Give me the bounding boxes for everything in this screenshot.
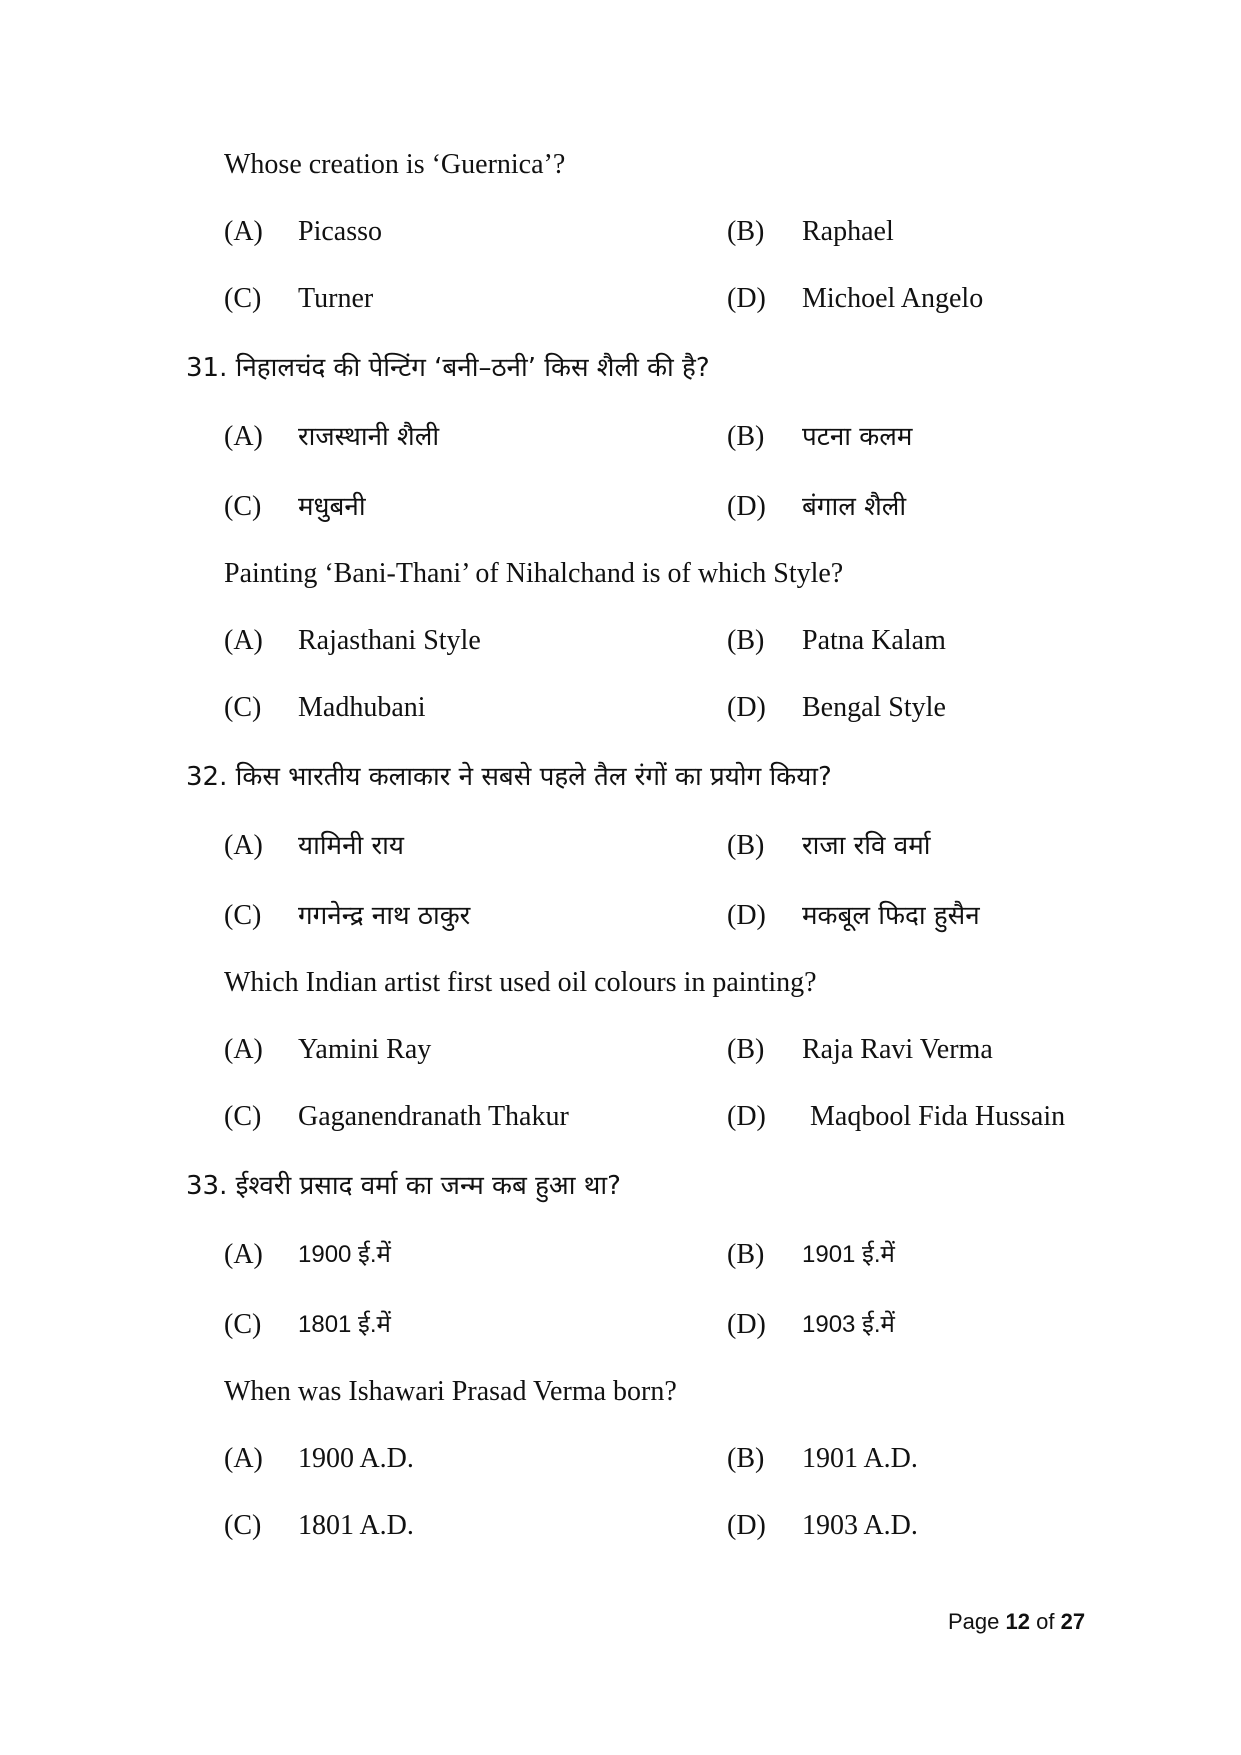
option-text: Raja Ravi Verma — [802, 1034, 993, 1065]
option-letter: (A) — [224, 1443, 263, 1474]
option-letter: (B) — [727, 1239, 765, 1270]
option-letter: (D) — [727, 1101, 766, 1132]
option-text: राजस्थानी शैली — [298, 422, 440, 452]
of-label: of — [1036, 1609, 1055, 1634]
option-letter: (A) — [224, 1034, 263, 1065]
option-letter: (D) — [727, 1309, 766, 1340]
option-letter: (C) — [224, 1101, 262, 1132]
option-text: Rajasthani Style — [298, 625, 481, 656]
option-letter: (C) — [224, 283, 262, 314]
option-text: 1901 A.D. — [802, 1443, 918, 1474]
question-text: 33. ईश्वरी प्रसाद वर्मा का जन्म कब हुआ था? — [186, 1171, 621, 1201]
option-text: Picasso — [298, 216, 382, 247]
option-text: मकबूल फिदा हुसैन — [802, 901, 980, 931]
option-letter: (C) — [224, 900, 262, 931]
option-text: Madhubani — [298, 692, 426, 723]
option-letter: (A) — [224, 216, 263, 247]
question-text: Painting ‘Bani-Thani’ of Nihalchand is of which Style? — [224, 558, 844, 589]
question-text: Whose creation is ‘Guernica’? — [224, 149, 566, 180]
option-text: पटना कलम — [802, 422, 913, 452]
option-text: Turner — [298, 283, 374, 314]
option-text: Patna Kalam — [802, 625, 946, 656]
option-text: यामिनी राय — [298, 831, 404, 861]
question-text: When was Ishawari Prasad Verma born? — [224, 1376, 677, 1407]
option-text: बंगाल शैली — [802, 492, 907, 522]
option-text: Gaganendranath Thakur — [298, 1101, 569, 1132]
option-letter: (B) — [727, 830, 765, 861]
option-text: Raphael — [802, 216, 894, 247]
option-letter: (A) — [224, 1239, 263, 1270]
option-text: 1901 ई.में — [802, 1241, 895, 1268]
option-text: 1801 ई.में — [298, 1311, 391, 1338]
option-letter: (A) — [224, 625, 263, 656]
option-letter: (D) — [727, 900, 766, 931]
question-text: 32. किस भारतीय कलाकार ने सबसे पहले तैल रंगों का प्रयोग किया? — [186, 762, 832, 792]
question-text: 31. निहालचंद की पेन्टिंग ‘बनी–ठनी’ किस शैली की है? — [186, 353, 710, 383]
option-letter: (D) — [727, 283, 766, 314]
option-letter: (A) — [224, 421, 263, 452]
total-pages: 27 — [1060, 1609, 1086, 1634]
option-text: गगनेन्द्र नाथ ठाकुर — [298, 901, 471, 931]
option-letter: (C) — [224, 1510, 262, 1541]
option-text: Yamini Ray — [298, 1034, 432, 1065]
option-text: राजा रवि वर्मा — [802, 831, 931, 861]
page-label: Page — [948, 1609, 1000, 1634]
option-letter: (B) — [727, 625, 765, 656]
option-text: Maqbool Fida Hussain — [810, 1101, 1066, 1132]
option-letter: (A) — [224, 830, 263, 861]
option-letter: (C) — [224, 1309, 262, 1340]
option-text: 1903 ई.में — [802, 1311, 895, 1338]
option-text: 1903 A.D. — [802, 1510, 918, 1541]
option-letter: (C) — [224, 692, 262, 723]
option-text: Bengal Style — [802, 692, 946, 723]
option-text: 1801 A.D. — [298, 1510, 414, 1541]
question-text: Which Indian artist first used oil colours in painting? — [224, 967, 817, 998]
page-number — [948, 1608, 1085, 1636]
option-letter: (B) — [727, 421, 765, 452]
option-letter: (D) — [727, 1510, 766, 1541]
option-text: Michoel Angelo — [802, 283, 984, 314]
current-page: 12 — [1005, 1609, 1030, 1634]
option-letter: (D) — [727, 491, 766, 522]
option-letter: (B) — [727, 1034, 765, 1065]
option-letter: (D) — [727, 692, 766, 723]
option-text: मधुबनी — [298, 492, 366, 522]
option-text: 1900 ई.में — [298, 1241, 391, 1268]
option-text: 1900 A.D. — [298, 1443, 414, 1474]
option-letter: (B) — [727, 216, 765, 247]
option-letter: (B) — [727, 1443, 765, 1474]
option-letter: (C) — [224, 491, 262, 522]
